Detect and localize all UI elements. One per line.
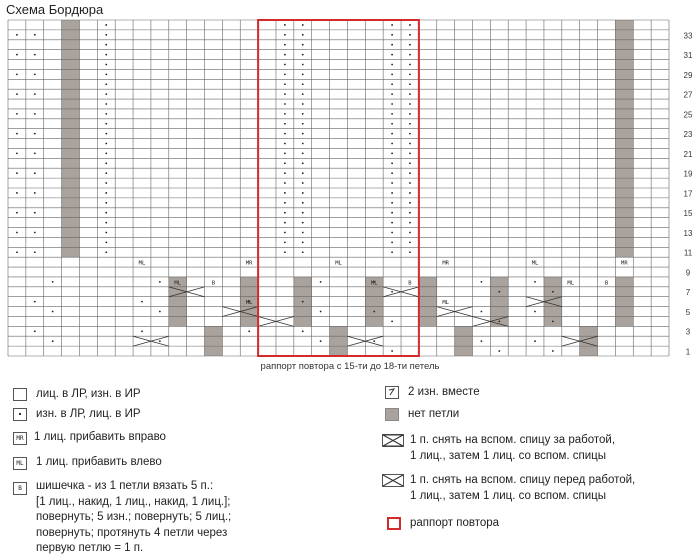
purl-dot: [302, 44, 304, 46]
purl-dot: [409, 73, 411, 75]
purl-dot: [320, 281, 322, 283]
no-stitch-cell: [544, 297, 562, 307]
purl-dot: [391, 83, 393, 85]
no-stitch-cell: [169, 307, 187, 317]
purl-dot: [302, 241, 304, 243]
purl-dot: [373, 340, 375, 342]
purl-dot: [284, 133, 286, 135]
purl-dot: [391, 103, 393, 105]
bobble-symbol: B: [13, 482, 27, 495]
purl-dot: [284, 44, 286, 46]
purl-dot: [105, 93, 107, 95]
purl-dot: [34, 73, 36, 75]
purl-dot: [16, 73, 18, 75]
purl-dot: [302, 162, 304, 164]
no-stitch-cell: [330, 326, 348, 336]
purl-dot: [409, 34, 411, 36]
no-stitch-cell: [544, 277, 562, 287]
purl-dot: [52, 281, 54, 283]
purl-dot: [498, 321, 500, 323]
stitch-symbol-label: ML: [138, 260, 146, 267]
purl-dot: [391, 54, 393, 56]
purl-dot: [391, 123, 393, 125]
purl-dot: [284, 162, 286, 164]
purl-dot: [302, 93, 304, 95]
knit-symbol: [13, 388, 27, 401]
stitch-symbol-label: ML: [335, 260, 342, 267]
purl-dot: [16, 232, 18, 234]
purl-dot: [105, 232, 107, 234]
purl-dot: [105, 73, 107, 75]
purl-dot: [302, 103, 304, 105]
row-label: 23: [683, 130, 693, 140]
purl-dot: [320, 311, 322, 313]
purl-dot: [284, 93, 286, 95]
stitch-symbol-label: ML: [531, 260, 539, 267]
purl-dot: [16, 113, 18, 115]
purl-dot: [105, 241, 107, 243]
purl-dot: [16, 153, 18, 155]
purl-dot: [391, 172, 393, 174]
purl-dot: [409, 24, 411, 26]
purl-dot: [284, 241, 286, 243]
stitch-symbol-label: ML: [567, 280, 575, 287]
row-label: 11: [683, 248, 693, 258]
purl-dot: [105, 172, 107, 174]
row-label: 5: [685, 307, 691, 317]
no-stitch-cell: [365, 316, 383, 326]
purl-dot: [302, 172, 304, 174]
cable-back-line: 1 п. снять на вспом. спицу за работой,: [410, 434, 616, 446]
no-stitch-cell: [615, 297, 633, 307]
no-stitch-cell: [544, 307, 562, 317]
stitch-symbol-label: ML: [442, 300, 450, 307]
legend-purl: изн. в ЛР, лиц. в ИР: [36, 408, 141, 420]
purl-dot: [105, 83, 107, 85]
purl-dot: [248, 330, 250, 332]
purl-dot: [105, 123, 107, 125]
purl-dot: [302, 202, 304, 204]
purl-dot: [391, 291, 393, 293]
no-stitch-cell: [205, 326, 223, 336]
no-stitch-cell: [330, 346, 348, 356]
purl-dot: [534, 340, 536, 342]
purl-dot: [481, 311, 483, 313]
row-label: 29: [683, 70, 693, 80]
purl-dot: [302, 301, 304, 303]
no-stitch-cell: [240, 307, 258, 317]
purl-dot: [105, 192, 107, 194]
purl-dot: [105, 113, 107, 115]
purl-dot: [34, 251, 36, 253]
stitch-symbol-label: MR: [442, 260, 450, 267]
purl-dot: [302, 153, 304, 155]
purl-dot: [409, 222, 411, 224]
row-label: 31: [683, 51, 693, 61]
purl-dot: [409, 44, 411, 46]
purl-dot: [16, 251, 18, 253]
purl-dot: [16, 133, 18, 135]
purl-dot: [320, 340, 322, 342]
stitch-symbol-label: ML: [174, 280, 182, 287]
no-stitch-cell: [580, 346, 598, 356]
purl-dot: [391, 64, 393, 66]
purl-dot: [302, 222, 304, 224]
row-label: 3: [685, 327, 691, 337]
purl-dot: [34, 133, 36, 135]
purl-dot: [302, 192, 304, 194]
bobble-line: первую петлю = 1 п.: [36, 542, 144, 554]
purl-dot: [105, 251, 107, 253]
no-stitch-cell: [615, 316, 633, 326]
purl-dot: [409, 172, 411, 174]
purl-dot: [302, 24, 304, 26]
no-stitch-cell: [455, 326, 473, 336]
no-stitch-cell: [169, 287, 187, 297]
stitch-symbol-label: ML: [370, 280, 378, 287]
purl-dot: [552, 291, 554, 293]
no-stitch-cell: [294, 307, 312, 317]
purl-dot: [34, 93, 36, 95]
purl-dot: [391, 202, 393, 204]
no-stitch-cell: [294, 277, 312, 287]
row-label: 21: [683, 149, 693, 159]
stitch-symbol-label: ML: [245, 300, 253, 307]
purl-dot: [391, 192, 393, 194]
purl-dot: [284, 73, 286, 75]
purl-dot: [481, 340, 483, 342]
purl-dot: [409, 153, 411, 155]
purl-dot: [409, 54, 411, 56]
purl-dot: [284, 232, 286, 234]
purl-dot: [302, 133, 304, 135]
purl-dot: [409, 182, 411, 184]
purl-dot: [34, 113, 36, 115]
row-label: 25: [683, 110, 693, 120]
purl-dot: [498, 291, 500, 293]
purl-dot: [284, 54, 286, 56]
no-stitch-cell: [419, 277, 437, 287]
purl-dot: [302, 113, 304, 115]
purl-dot: [159, 281, 161, 283]
repeat-symbol: [387, 517, 401, 530]
no-stitch-cell: [490, 307, 508, 317]
purl-dot: [391, 143, 393, 145]
no-stitch-cell: [240, 277, 258, 287]
purl-dot: [16, 212, 18, 214]
purl-dot: [302, 143, 304, 145]
purl-dot: [105, 64, 107, 66]
purl-dot: [159, 340, 161, 342]
row-label: 7: [685, 288, 691, 298]
legend-no-stitch: нет петли: [408, 408, 460, 420]
no-stitch-cell: [205, 336, 223, 346]
purl-dot: [391, 162, 393, 164]
purl-dot: [105, 24, 107, 26]
no-stitch-cell: [294, 287, 312, 297]
purl-dot: [302, 212, 304, 214]
no-stitch-cell: [580, 326, 598, 336]
row-label: 17: [683, 189, 693, 199]
purl-dot: [302, 83, 304, 85]
no-stitch-cell: [419, 316, 437, 326]
no-stitch-cell: [580, 336, 598, 346]
no-stitch-cell: [490, 297, 508, 307]
no-stitch-cell: [490, 277, 508, 287]
purl-dot: [391, 350, 393, 352]
cable-front-symbol: [382, 474, 404, 487]
no-stitch-cell: [419, 297, 437, 307]
chart-title: Схема Бордюра: [6, 2, 104, 17]
legend-cable-back: [410, 433, 615, 464]
purl-dot: [16, 93, 18, 95]
purl-dot: [302, 251, 304, 253]
purl-dot: [302, 330, 304, 332]
stitch-symbol-label: MR: [245, 260, 253, 267]
purl-dot: [534, 311, 536, 313]
purl-dot: [16, 54, 18, 56]
purl-dot: [284, 192, 286, 194]
purl-dot: [391, 182, 393, 184]
purl-dot: [409, 232, 411, 234]
purl-dot: [391, 24, 393, 26]
purl-dot: [534, 281, 536, 283]
purl-dot: [105, 222, 107, 224]
purl-dot: [34, 212, 36, 214]
purl-dot: [284, 212, 286, 214]
no-stitch-symbol: [385, 408, 399, 421]
purl-dot: [391, 73, 393, 75]
no-stitch-cell: [169, 316, 187, 326]
purl-dot: [34, 330, 36, 332]
ml-symbol: ML: [13, 457, 27, 470]
purl-dot: [105, 153, 107, 155]
purl-dot: [498, 350, 500, 352]
purl-dot: [284, 123, 286, 125]
bobble-line: шишечка - из 1 петли вязать 5 п.:: [36, 480, 214, 492]
purl-dot: [391, 93, 393, 95]
purl-dot: [34, 172, 36, 174]
no-stitch-cell: [365, 287, 383, 297]
purl-dot: [284, 34, 286, 36]
purl-dot: [409, 133, 411, 135]
purl-dot: [52, 311, 54, 313]
row-label: 27: [683, 90, 693, 100]
purl-dot: [284, 182, 286, 184]
bobble-line: повернуть; протянуть 4 петли через: [36, 526, 228, 539]
purl-dot: [16, 34, 18, 36]
purl-dot: [34, 34, 36, 36]
purl-dot: [302, 64, 304, 66]
bobble-line: повернуть; 5 изн.; повернуть; 5 лиц.;: [36, 511, 232, 523]
purl-dot: [284, 103, 286, 105]
no-stitch-cell: [455, 346, 473, 356]
repeat-caption: раппорт повтора с 15-ти до 18-ти петель: [260, 361, 440, 372]
bobble-line: [1 лиц., накид, 1 лиц., накид, 1 лиц.];: [36, 495, 231, 508]
legend-repeat: раппорт повтора: [410, 517, 500, 529]
row-label: 19: [683, 169, 693, 179]
purl-dot: [391, 321, 393, 323]
purl-dot: [391, 222, 393, 224]
purl-dot: [34, 54, 36, 56]
stitch-symbol-label: MR: [621, 260, 628, 267]
legend-ml: 1 лиц. прибавить влево: [36, 456, 162, 468]
purl-dot: [284, 113, 286, 115]
cable-front-line: 1 п. снять на вспом. спицу перед работой,: [410, 474, 636, 486]
legend-cable-front: [410, 473, 635, 504]
no-stitch-cell: [455, 336, 473, 346]
purl-dot: [302, 182, 304, 184]
purl-dot: [105, 162, 107, 164]
purl-dot: [481, 281, 483, 283]
no-stitch-cell: [419, 307, 437, 317]
purl-dot: [284, 172, 286, 174]
purl-dot: [284, 251, 286, 253]
stitch-symbol-label: B: [604, 280, 609, 287]
purl-dot: [409, 93, 411, 95]
purl-dot: [409, 192, 411, 194]
purl-dot: [284, 202, 286, 204]
row-label: 9: [685, 268, 691, 278]
k2tog-symbol: [385, 386, 399, 399]
no-stitch-cell: [240, 316, 258, 326]
cable-front-line: 1 лиц., затем 1 лиц. со вспом. спицы: [410, 489, 607, 502]
purl-dot: [141, 330, 143, 332]
purl-dot: [105, 133, 107, 135]
purl-dot: [391, 212, 393, 214]
purl-dot: [34, 153, 36, 155]
purl-dot: [302, 123, 304, 125]
purl-dot: [409, 251, 411, 253]
legend-mr: 1 лиц. прибавить вправо: [34, 431, 166, 443]
purl-dot: [105, 54, 107, 56]
purl-dot: [391, 153, 393, 155]
no-stitch-cell: [330, 336, 348, 346]
no-stitch-cell: [169, 297, 187, 307]
purl-dot: [302, 54, 304, 56]
purl-dot: [34, 192, 36, 194]
purl-dot: [52, 340, 54, 342]
no-stitch-cell: [365, 297, 383, 307]
purl-dot: [105, 103, 107, 105]
legend-bobble: [36, 479, 231, 557]
purl-dot: [105, 143, 107, 145]
mr-symbol: MR: [13, 432, 27, 445]
purl-dot: [105, 34, 107, 36]
purl-dot: [34, 301, 36, 303]
no-stitch-cell: [205, 346, 223, 356]
purl-dot: [409, 64, 411, 66]
purl-dot: [409, 103, 411, 105]
purl-dot: [16, 172, 18, 174]
row-label: 13: [683, 228, 693, 238]
purl-dot: [391, 44, 393, 46]
cable-back-line: 1 лиц., затем 1 лиц. со вспом. спицы: [410, 449, 607, 462]
no-stitch-cell: [294, 316, 312, 326]
purl-dot: [391, 232, 393, 234]
purl-dot: [552, 350, 554, 352]
no-stitch-cell: [615, 277, 633, 287]
cable-back-symbol: [382, 434, 404, 447]
purl-dot: [302, 34, 304, 36]
purl-symbol: [13, 408, 27, 421]
stitch-symbol-label: B: [211, 280, 216, 287]
no-stitch-cell: [240, 287, 258, 297]
purl-dot: [373, 311, 375, 313]
purl-dot: [105, 182, 107, 184]
purl-dot: [391, 241, 393, 243]
purl-dot: [409, 212, 411, 214]
purl-dot: [16, 192, 18, 194]
purl-dot: [302, 73, 304, 75]
stitch-symbol-label: B: [408, 280, 412, 287]
purl-dot: [409, 83, 411, 85]
purl-dot: [409, 113, 411, 115]
no-stitch-cell: [615, 287, 633, 297]
purl-dot: [284, 83, 286, 85]
purl-dot: [105, 212, 107, 214]
purl-dot: [391, 251, 393, 253]
legend-k2tog: 2 изн. вместе: [408, 386, 480, 398]
purl-dot: [409, 143, 411, 145]
row-label: 15: [683, 209, 693, 219]
purl-dot: [105, 44, 107, 46]
purl-dot: [159, 311, 161, 313]
purl-dot: [391, 113, 393, 115]
purl-dot: [284, 64, 286, 66]
purl-dot: [284, 143, 286, 145]
no-stitch-cell: [419, 287, 437, 297]
purl-dot: [409, 123, 411, 125]
purl-dot: [391, 34, 393, 36]
purl-dot: [284, 153, 286, 155]
purl-dot: [409, 202, 411, 204]
purl-dot: [284, 24, 286, 26]
purl-dot: [552, 321, 554, 323]
legend-knit: лиц. в ЛР, изн. в ИР: [36, 388, 141, 400]
purl-dot: [409, 162, 411, 164]
purl-dot: [409, 241, 411, 243]
purl-dot: [391, 133, 393, 135]
purl-dot: [34, 232, 36, 234]
no-stitch-cell: [615, 307, 633, 317]
row-label: 33: [683, 31, 693, 41]
purl-dot: [105, 202, 107, 204]
purl-dot: [302, 232, 304, 234]
purl-dot: [141, 301, 143, 303]
row-label: 1: [685, 347, 691, 357]
purl-dot: [284, 222, 286, 224]
